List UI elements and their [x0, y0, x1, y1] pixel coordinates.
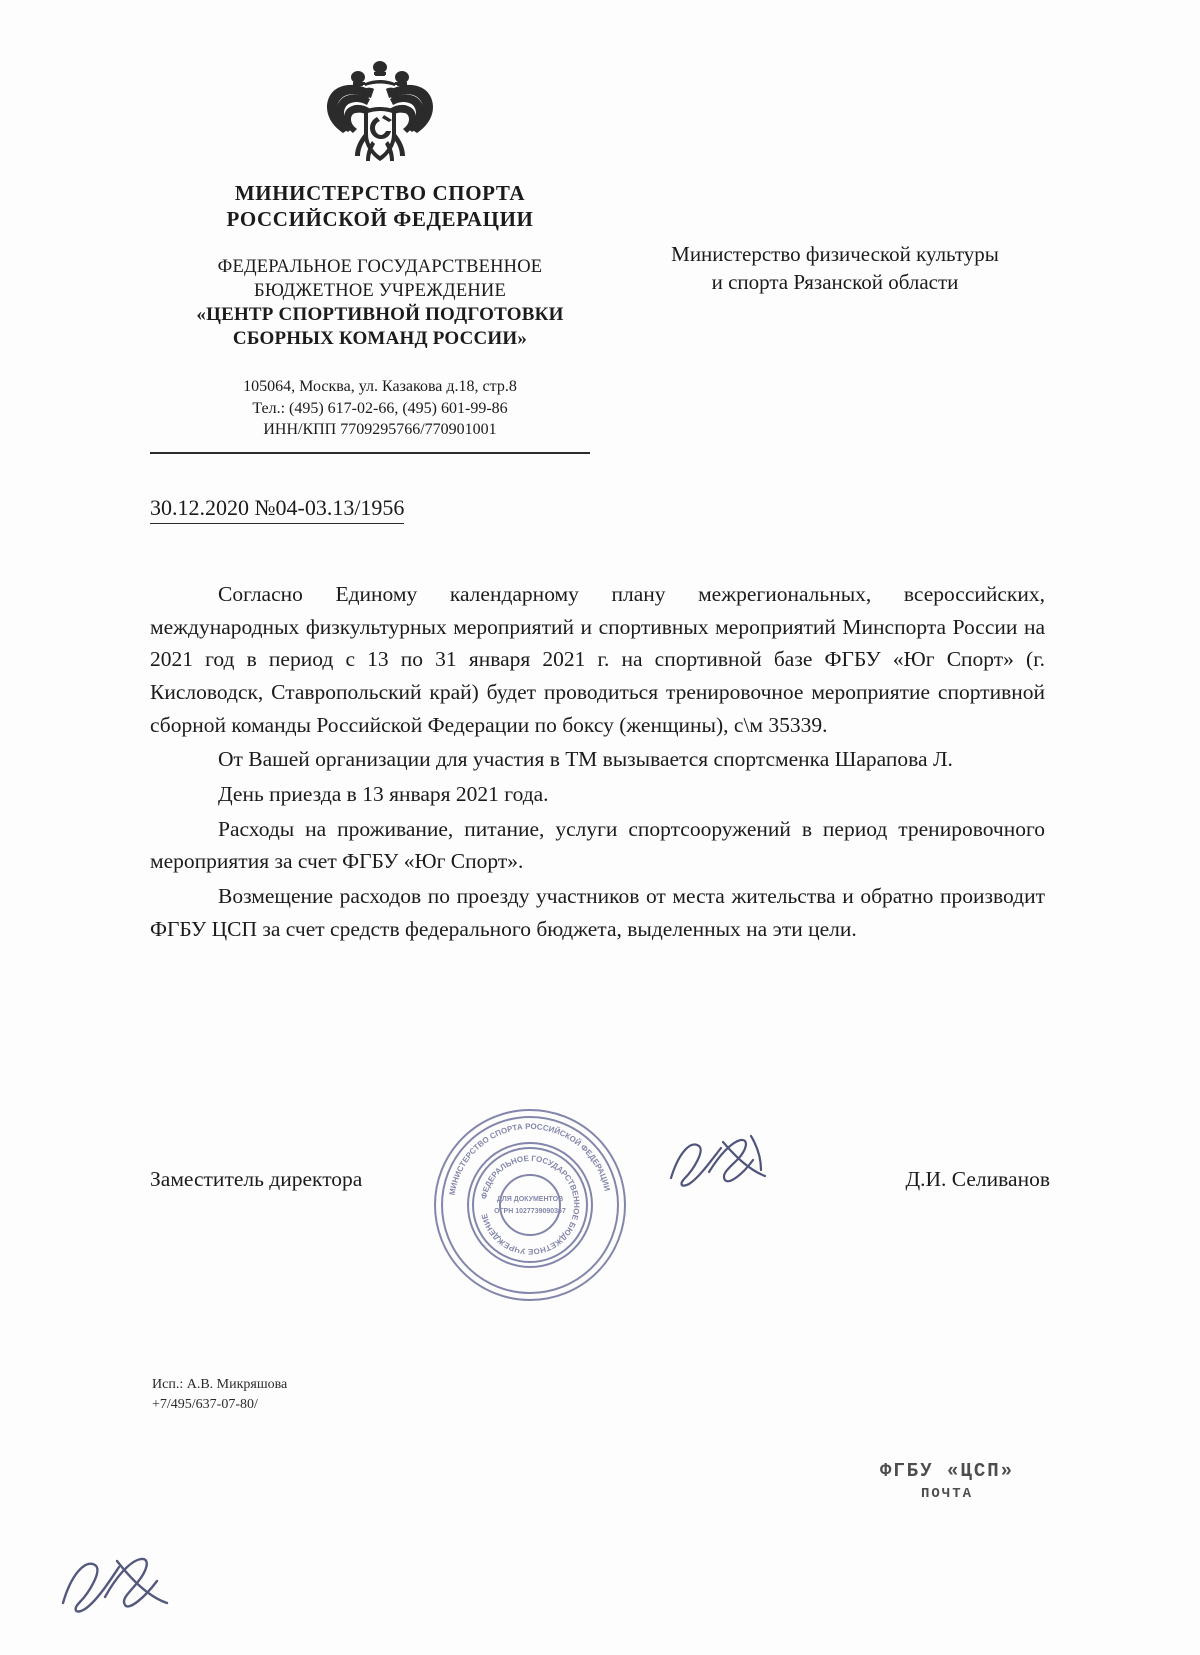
body-paragraph-3: День приезда в 13 января 2021 года. [218, 782, 549, 807]
body-paragraph-4: Расходы на проживание, питание, услуги спортсооружений в период тренировочного мероприятия за счет ФГБУ «Юг Спорт». [150, 816, 1045, 874]
ministry-title [150, 180, 610, 233]
organization-name-line2: БЮДЖЕТНОЕ УЧРЕЖДЕНИЕ [254, 280, 506, 301]
russian-coat-of-arms-icon [320, 55, 440, 170]
postal-address: 105064, Москва, ул. Казакова д.18, стр.8 [243, 377, 517, 395]
handwritten-signature-bottom-icon [55, 1545, 175, 1640]
document-reference: 30.12.2020 №04-03.13/1956 [150, 495, 404, 524]
document-body [150, 578, 1045, 947]
executor-name: Исп.: А.В. Микряшова [152, 1377, 288, 1392]
mail-stamp [880, 1460, 1014, 1502]
addressee-line1: Министерство физической культуры [671, 242, 999, 266]
handwritten-signature-icon [665, 1130, 775, 1210]
header-divider [150, 452, 590, 454]
svg-text:ДЛЯ ДОКУМЕНТОВ: ДЛЯ ДОКУМЕНТОВ [496, 1196, 564, 1203]
signature-row [150, 1155, 1050, 1215]
mail-stamp-line2: ПОЧТА [921, 1486, 974, 1502]
body-paragraph-2: От Вашей организации для участия в ТМ вызывается спортсменка Шарапова Л. [218, 747, 953, 772]
organization-name-line1: ФЕДЕРАЛЬНОЕ ГОСУДАРСТВЕННОЕ [217, 256, 543, 277]
body-paragraph-1: Согласно Единому календарному плану межрегиональных, всероссийских, международных физкультурных мероприятий и спортивных мероприятий Минспорта России на 2021 год в период с 13 по 31 января 2021 г. на спортивной базе ФГБУ «Юг Спорт» (г. Кисловодск, Ставропольский край) будет проводиться тренировочное мероприятие спортивной сборной команды Российской Федерации по боксу (женщины), с\м 35339. [150, 582, 1045, 737]
organization-name-line4: СБОРНЫХ КОМАНД РОССИИ» [232, 328, 528, 350]
inn-kpp: ИНН/КПП 7709295766/770901001 [263, 421, 497, 439]
executor-note [152, 1375, 287, 1416]
executor-phone: +7/495/637-07-80/ [152, 1397, 258, 1413]
svg-text:МИНИСТЕРСТВО СПОРТА РОССИЙСКОЙ: МИНИСТЕРСТВО СПОРТА РОССИЙСКОЙ ФЕДЕРАЦИИ [447, 1121, 612, 1196]
mail-stamp-line1: ФГБУ «ЦСП» [880, 1460, 1015, 1482]
phone-numbers: Тел.: (495) 617-02-66, (495) 601-99-86 [252, 399, 508, 417]
svg-text:ОГРН 1027739090367: ОГРН 1027739090367 [494, 1208, 566, 1215]
ministry-title-line2: РОССИЙСКОЙ ФЕДЕРАЦИИ [226, 207, 534, 232]
organization-name-line3: «ЦЕНТР СПОРТИВНОЙ ПОДГОТОВКИ [196, 303, 564, 325]
contact-block [150, 376, 610, 441]
signatory-name: Д.И. Селиванов [905, 1167, 1050, 1191]
addressee-line2: и спорта Рязанской области [711, 270, 959, 295]
organization-name [150, 255, 610, 352]
letterhead [150, 55, 610, 441]
addressee-block [615, 240, 1055, 297]
body-paragraph-5: Возмещение расходов по проезду участников от места жительства и обратно производит ФГБУ ЦСП за счет средств федерального бюджета, выделенных на эти цели. [150, 884, 1045, 941]
signatory-title: Заместитель директора [150, 1167, 363, 1191]
ministry-title-line1: МИНИСТЕРСТВО СПОРТА [234, 181, 526, 205]
svg-text:ФЕДЕРАЛЬНОЕ ГОСУДАРСТВЕННОЕ БЮ: ФЕДЕРАЛЬНОЕ ГОСУДАРСТВЕННОЕ БЮДЖЕТНОЕ УЧРЕЖДЕНИЕ [479, 1153, 582, 1257]
